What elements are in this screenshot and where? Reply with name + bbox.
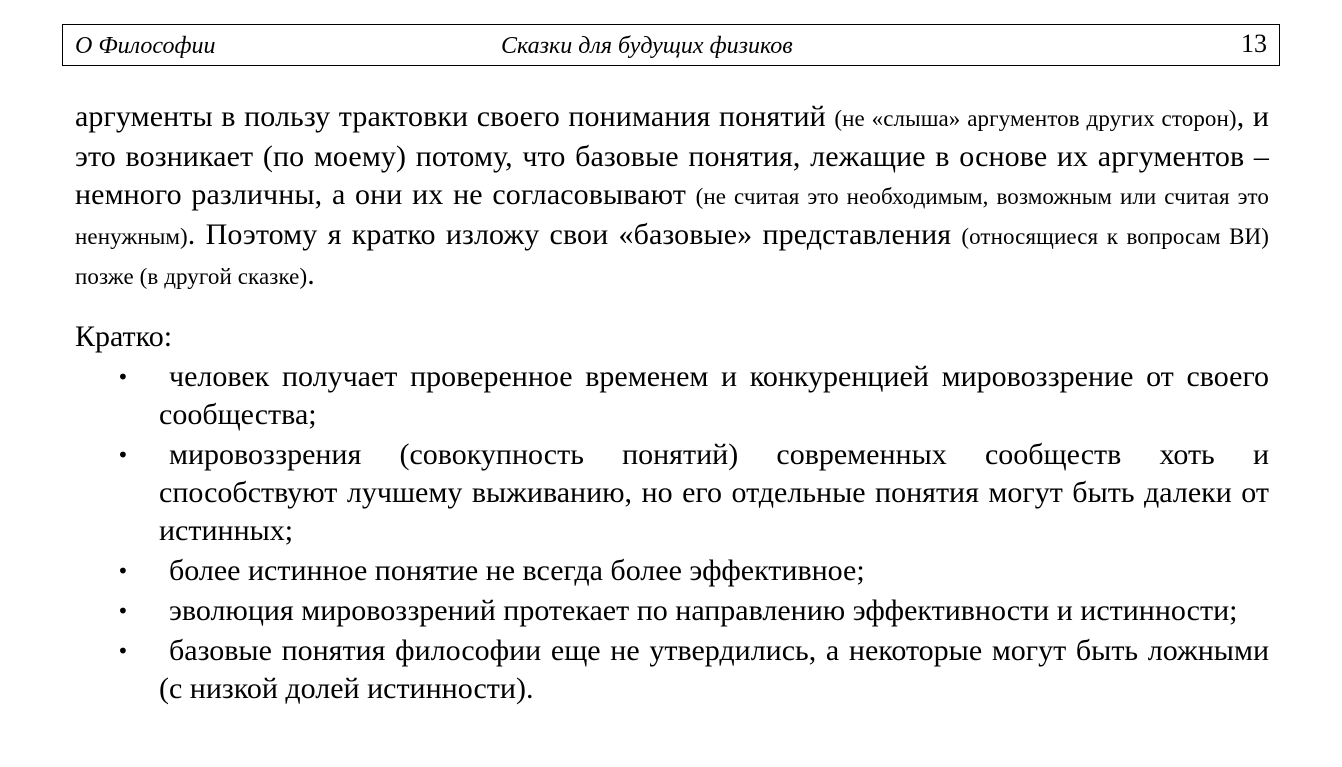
- page-header: [62, 24, 1280, 66]
- header-section-title: О Философии: [75, 33, 216, 59]
- paragraph-text: , и это возникает (по моему) потому, что базовые понятия, лежащие в основе их аргументов – немного различны, а они их не согласовывают: [75, 100, 1269, 211]
- body-paragraph: [75, 98, 1269, 296]
- paragraph-text: . Поэтому я кратко изложу свои «базовые» представления: [187, 218, 962, 251]
- header-book-title: Сказки для будущих физиков: [501, 33, 793, 59]
- summary-list: [75, 358, 1269, 710]
- list-item-text: мировоззрения (совокупность понятий) современных сообществ хоть и способствуют лучшему выживанию, но его отдельные понятия могут быть далеки от истинных;: [159, 438, 1269, 547]
- paragraph-text: .: [307, 258, 315, 291]
- paragraph-aside: (не считая это необходимым, возможным или считая это ненужным): [75, 184, 1269, 249]
- bullet-icon: •: [117, 443, 129, 467]
- list-item-text: эволюция мировоззрений протекает по направлению эффективности и истинности;: [169, 594, 1238, 627]
- bullet-icon: •: [117, 365, 129, 389]
- list-item: [75, 592, 1269, 630]
- bullet-icon: •: [117, 559, 129, 583]
- page-number: 13: [1241, 29, 1267, 58]
- summary-heading: Кратко:: [75, 320, 173, 353]
- paragraph-aside: (не «слыша» аргументов других сторон): [834, 106, 1237, 131]
- list-item: [75, 632, 1269, 708]
- bullet-icon: •: [117, 639, 129, 663]
- paragraph-text: аргументы в пользу трактовки своего понимания понятий: [75, 100, 835, 133]
- list-item: [75, 552, 1269, 590]
- list-item: [75, 358, 1269, 434]
- list-item: [75, 436, 1269, 550]
- paragraph-aside: (относящиеся к вопросам ВИ) позже (в другой сказке): [75, 224, 1269, 289]
- list-item-text: человек получает проверенное временем и конкуренцией мировоззрение от своего сообщества;: [159, 360, 1269, 431]
- bullet-icon: •: [117, 599, 129, 623]
- list-item-text: базовые понятия философии еще не утвердились, а некоторые могут быть ложными (с низкой долей истинности).: [159, 634, 1269, 705]
- list-item-text: более истинное понятие не всегда более эффективное;: [169, 554, 865, 587]
